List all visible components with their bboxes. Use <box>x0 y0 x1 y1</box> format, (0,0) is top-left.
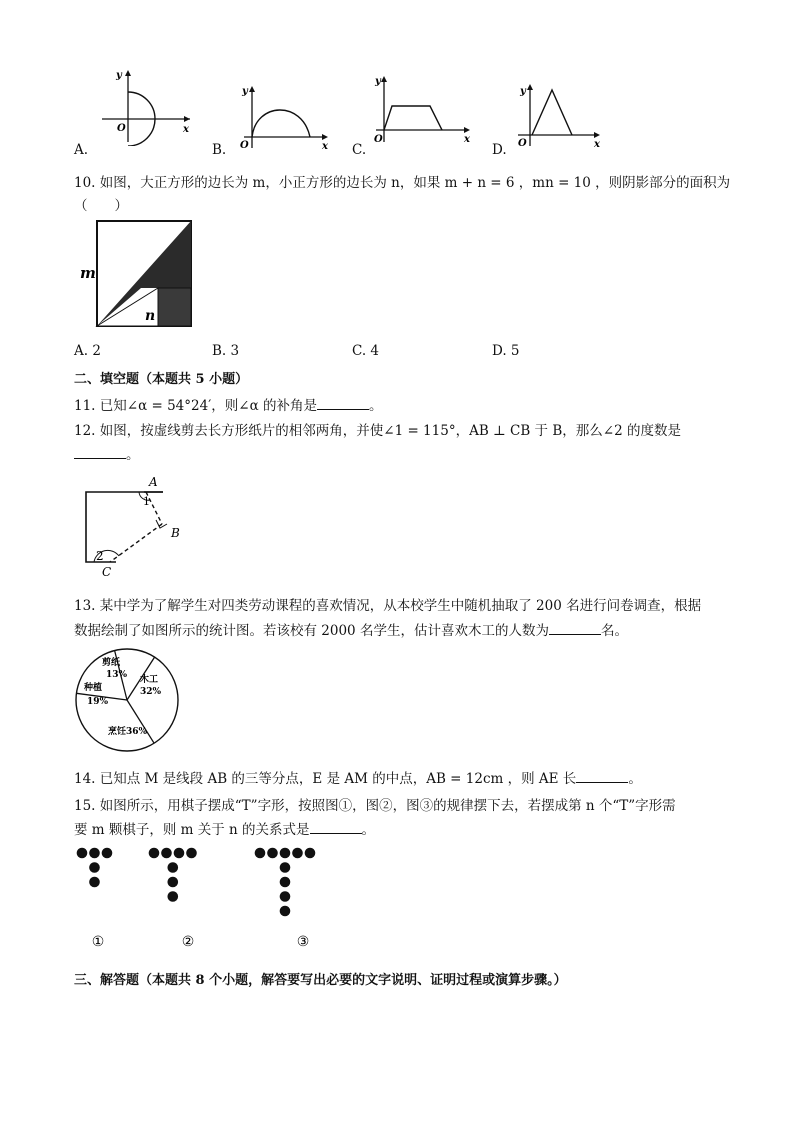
q13-stem-line2 <box>74 619 628 639</box>
chess-piece <box>280 906 291 917</box>
chess-piece <box>89 877 100 888</box>
svg-text:O: O <box>240 140 249 151</box>
q15-answer-blank <box>310 821 362 834</box>
q10-option-d: D. 5 <box>492 343 520 359</box>
q15-end: 。 <box>361 822 376 838</box>
section-2-title: 二、填空题（本题共 5 小题） <box>74 372 249 387</box>
q11-answer-blank <box>317 397 369 410</box>
q15-figure <box>76 844 366 960</box>
q14-end: 。 <box>628 771 642 787</box>
pie-label-pengren: 烹饪36% <box>108 727 148 737</box>
q12-end: 。 <box>126 447 140 463</box>
pie-label-zhongzhi: 种植 <box>84 683 103 693</box>
svg-text:y: y <box>375 76 381 87</box>
q9-graph-b <box>234 82 334 156</box>
q10-option-b: B. 3 <box>212 343 240 359</box>
q10-stem-line1: 10. 如图，大正方形的边长为 m，小正方形的边长为 n，如果 m + n = 6 ，mn = 10 ，则阴影部分的面积为 <box>74 175 731 191</box>
svg-text:B: B <box>171 526 180 540</box>
q9-option-a: A. <box>74 142 89 158</box>
t-figure-label-1: ① <box>91 934 105 950</box>
q9-graph-d <box>514 80 610 154</box>
q10-option-a: A. 2 <box>74 343 101 359</box>
q9-graph-a <box>98 66 198 150</box>
q10-stem-line2: （ ） <box>74 198 128 214</box>
svg-text:x: x <box>183 124 189 135</box>
chess-piece <box>89 848 100 859</box>
q9-graph-c <box>372 72 480 152</box>
q11-stem <box>74 394 382 414</box>
pie-value-zhongzhi: 19% <box>87 697 109 707</box>
svg-text:x: x <box>594 139 600 150</box>
q14-answer-blank <box>576 770 628 783</box>
q10-option-c: C. 4 <box>352 343 380 359</box>
t-figure-label-2: ② <box>181 934 195 950</box>
svg-text:n: n <box>145 308 156 324</box>
q13-end: 名。 <box>600 623 628 639</box>
q10-figure <box>76 216 196 336</box>
chess-piece <box>168 862 179 873</box>
q12-stem-line1: 12. 如图，按虚线剪去长方形纸片的相邻两角，并使∠1 = 115°，AB ⊥ CB 于 B，那么∠2 的度数是 <box>74 423 681 439</box>
q15-stem-line2 <box>74 818 375 838</box>
chess-piece <box>168 877 179 888</box>
q9-option-d: D. <box>492 142 507 158</box>
q12-stem-line2 <box>74 443 140 463</box>
chess-piece <box>77 848 88 859</box>
t-figure-label-3: ③ <box>296 934 310 950</box>
svg-text:C: C <box>102 565 112 578</box>
q15-text: 要 m 颗棋子，则 m 关于 n 的关系式是 <box>74 822 310 838</box>
chess-piece <box>174 848 185 859</box>
q13-answer-blank <box>549 622 601 635</box>
pie-label-jianzhi: 剪纸 <box>102 658 121 668</box>
pie-value-mugong: 32% <box>140 687 162 697</box>
svg-text:m: m <box>80 264 96 282</box>
q12-figure <box>74 474 194 582</box>
chess-piece <box>161 848 172 859</box>
chess-piece <box>280 848 291 859</box>
q14-stem <box>74 767 642 787</box>
chess-piece <box>292 848 303 859</box>
pie-label-mugong: 木工 <box>140 675 159 685</box>
q9-option-c: C. <box>352 142 367 158</box>
svg-text:x: x <box>322 141 328 152</box>
svg-text:y: y <box>242 86 248 97</box>
chess-piece <box>89 862 100 873</box>
chess-piece <box>280 862 291 873</box>
svg-text:y: y <box>520 86 526 97</box>
svg-text:A: A <box>149 475 158 489</box>
chess-piece <box>305 848 316 859</box>
chess-piece <box>280 877 291 888</box>
chess-piece <box>168 891 179 902</box>
q15-stem-line1: 15. 如图所示，用棋子摆成“T”字形，按照图①，图②，图③的规律摆下去，若摆成第 n 个“T”字形需 <box>74 798 676 814</box>
svg-text:x: x <box>464 134 470 145</box>
chess-piece <box>267 848 278 859</box>
chess-piece <box>149 848 160 859</box>
q13-text: 数据绘制了如图所示的统计图。若该校有 2000 名学生，估计喜欢木工的人数为 <box>74 623 549 639</box>
q12-answer-blank <box>74 446 126 459</box>
pie-value-jianzhi: 13% <box>106 670 128 680</box>
q13-stem-line1: 13. 某中学为了解学生对四类劳动课程的喜欢情况，从本校学生中随机抽取了 200 名进行问卷调查，根据 <box>74 598 702 614</box>
svg-text:O: O <box>117 123 126 134</box>
svg-text:O: O <box>518 138 527 149</box>
chess-piece <box>255 848 266 859</box>
svg-text:2: 2 <box>96 549 104 563</box>
svg-text:y: y <box>116 70 122 81</box>
q9-option-b: B. <box>212 142 227 158</box>
pie-chart <box>74 642 184 762</box>
q11-end: 。 <box>368 398 383 414</box>
svg-text:1: 1 <box>143 495 150 508</box>
section-3-title: 三、解答题（本题共 8 个小题，解答要写出必要的文字说明、证明过程或演算步骤。） <box>74 973 567 988</box>
q14-text: 14. 已知点 M 是线段 AB 的三等分点，E 是 AM 的中点，AB = 12cm ，则 AE 长 <box>74 771 577 787</box>
chess-piece <box>186 848 197 859</box>
q11-text: 11. 已知∠α = 54°24′，则∠α 的补角是 <box>74 398 317 414</box>
chess-piece <box>280 891 291 902</box>
chess-piece <box>102 848 113 859</box>
svg-text:O: O <box>374 134 383 145</box>
